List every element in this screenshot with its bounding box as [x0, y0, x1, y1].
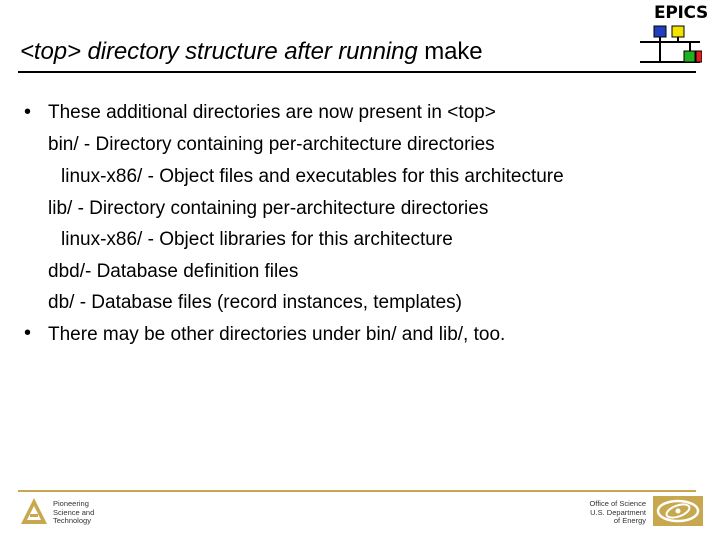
footer-divider — [18, 490, 696, 492]
footer-left-text — [53, 500, 94, 526]
footer-right-text — [566, 500, 646, 526]
bullet-text: There may be other directories under bin/ and lib/, too. — [48, 324, 506, 345]
bullet-text: These additional directories are now present in <top> — [48, 102, 496, 123]
footer-right-line: of Energy — [613, 516, 646, 525]
list-item: lib/ - Directory containing per-architecture directories — [48, 198, 489, 219]
list-item: db/ - Database files (record instances, templates) — [48, 292, 462, 313]
footer-left-line: Technology — [53, 516, 91, 525]
footer-left-line: Science and — [53, 507, 95, 517]
footer-right-line: Office of Science — [589, 499, 646, 508]
argonne-logo-icon — [20, 497, 48, 525]
doe-seal-icon — [652, 495, 704, 527]
list-item: linux-x86/ - Object libraries for this architecture — [61, 229, 453, 250]
title-underline — [18, 71, 696, 73]
footer-left-line: Pioneering — [53, 499, 89, 508]
epics-logo-text: EPICS — [654, 3, 708, 23]
footer-right-line: U.S. Department — [590, 507, 646, 517]
bullet-marker: • — [24, 322, 32, 344]
bullet-marker: • — [24, 101, 32, 123]
epics-network-logo-icon — [640, 22, 702, 66]
page-title — [20, 38, 483, 66]
list-item: bin/ - Directory containing per-architecture directories — [48, 134, 495, 155]
list-item: linux-x86/ - Object files and executables for this architecture — [61, 166, 564, 187]
list-item: dbd/- Database definition files — [48, 261, 299, 282]
title-plain-part: make — [417, 38, 483, 65]
title-italic-part: <top> directory structure after running — [20, 38, 418, 65]
